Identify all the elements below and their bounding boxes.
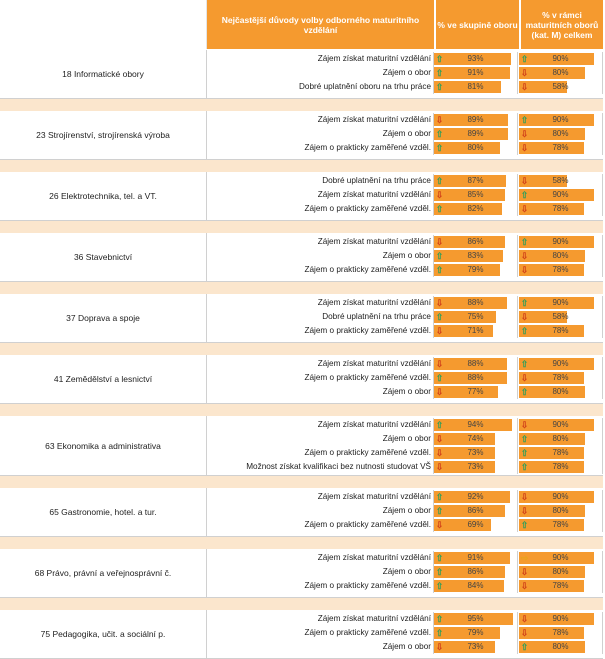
up-arrow-icon: ⇧: [435, 420, 444, 430]
header-reasons: Nejčastější důvody volby odborného maturitního vzdělání: [207, 0, 434, 49]
percent-value: 80%: [552, 129, 569, 138]
table-row: [207, 310, 603, 324]
group-percent-cell: [434, 66, 518, 80]
reason-label: Zájem o prakticky zaměřené vzděl.: [207, 324, 434, 338]
down-arrow-icon: ⇩: [520, 204, 529, 214]
group-separator: [0, 404, 603, 416]
down-arrow-icon: ⇩: [520, 129, 529, 139]
down-arrow-icon: ⇩: [520, 82, 529, 92]
down-arrow-icon: ⇩: [435, 190, 444, 200]
table-row: [207, 174, 603, 188]
overall-percent-cell: [519, 249, 603, 263]
table-row: [207, 626, 603, 640]
down-arrow-icon: ⇩: [520, 68, 529, 78]
percent-value: 82%: [467, 204, 484, 213]
up-arrow-icon: ⇧: [435, 312, 444, 322]
overall-percent-cell: [519, 518, 603, 532]
group-block: [0, 233, 603, 282]
group-percent-cell: [434, 263, 518, 277]
group-block: [0, 50, 603, 99]
reason-label: Dobré uplatnění na trhu práce: [207, 174, 434, 188]
table-row: [207, 551, 603, 565]
table-row: [207, 296, 603, 310]
up-arrow-icon: ⇧: [435, 553, 444, 563]
table-row: [207, 127, 603, 141]
percent-value: 78%: [552, 448, 569, 457]
table-row: [207, 141, 603, 155]
group-percent-cell: [434, 127, 518, 141]
table-row: [207, 504, 603, 518]
group-percent-cell: [434, 52, 518, 66]
up-arrow-icon: ⇧: [520, 359, 529, 369]
reason-label: Zájem získat maturitní vzdělání: [207, 551, 434, 565]
group-percent-cell: [434, 579, 518, 593]
down-arrow-icon: ⇩: [435, 642, 444, 652]
up-arrow-icon: ⇧: [435, 143, 444, 153]
field-name: 36 Stavebnictví: [0, 233, 207, 281]
percent-value: 90%: [552, 54, 569, 63]
percent-value: 85%: [467, 190, 484, 199]
percent-value: 87%: [467, 176, 484, 185]
percent-value: 78%: [552, 143, 569, 152]
down-arrow-icon: ⇩: [520, 614, 529, 624]
percent-value: 93%: [467, 54, 484, 63]
group-percent-cell: [434, 141, 518, 155]
table-row: [207, 418, 603, 432]
table-row: [207, 640, 603, 654]
up-arrow-icon: ⇧: [435, 129, 444, 139]
percent-value: 78%: [552, 265, 569, 274]
overall-percent-cell: [519, 490, 603, 504]
up-arrow-icon: ⇧: [435, 628, 444, 638]
overall-percent-cell: [519, 113, 603, 127]
down-arrow-icon: ⇩: [520, 265, 529, 275]
percent-value: 88%: [467, 298, 484, 307]
group-block: [0, 416, 603, 476]
down-arrow-icon: ⇩: [435, 387, 444, 397]
reason-label: Zájem o obor: [207, 640, 434, 654]
overall-percent-cell: [519, 235, 603, 249]
group-percent-cell: [434, 518, 518, 532]
percent-value: 92%: [467, 492, 484, 501]
up-arrow-icon: ⇧: [435, 373, 444, 383]
reason-label: Zájem o prakticky zaměřené vzděl.: [207, 626, 434, 640]
up-arrow-icon: ⇧: [435, 54, 444, 64]
table-row: [207, 518, 603, 532]
group-percent-cell: [434, 202, 518, 216]
percent-value: 90%: [552, 614, 569, 623]
percent-value: 73%: [467, 448, 484, 457]
down-arrow-icon: ⇩: [520, 373, 529, 383]
group-block: [0, 488, 603, 537]
up-arrow-icon: ⇧: [520, 434, 529, 444]
up-arrow-icon: ⇧: [520, 326, 529, 336]
group-separator: [0, 99, 603, 111]
group-percent-cell: [434, 490, 518, 504]
overall-percent-cell: [519, 612, 603, 626]
group-percent-cell: [434, 432, 518, 446]
overall-percent-cell: [519, 460, 603, 474]
group-separator: [0, 598, 603, 610]
table-row: [207, 371, 603, 385]
down-arrow-icon: ⇩: [520, 143, 529, 153]
down-arrow-icon: ⇩: [520, 251, 529, 261]
header-blank-cell: [0, 0, 207, 49]
overall-percent-cell: [519, 296, 603, 310]
table-row: [207, 432, 603, 446]
group-percent-cell: [434, 626, 518, 640]
group-separator: [0, 160, 603, 172]
table-row: [207, 579, 603, 593]
percent-value: 80%: [552, 68, 569, 77]
reason-label: Možnost získat kvalifikaci bez nutnosti studovat VŠ: [207, 460, 434, 474]
up-arrow-icon: ⇧: [435, 82, 444, 92]
up-arrow-icon: ⇧: [435, 176, 444, 186]
reason-label: Zájem o obor: [207, 66, 434, 80]
down-arrow-icon: ⇩: [520, 312, 529, 322]
up-arrow-icon: ⇧: [520, 642, 529, 652]
table-row: [207, 263, 603, 277]
group-percent-cell: [434, 249, 518, 263]
percent-value: 80%: [552, 642, 569, 651]
group-separator: [0, 282, 603, 294]
percent-value: 88%: [467, 373, 484, 382]
percent-value: 69%: [467, 520, 484, 529]
overall-percent-cell: [519, 127, 603, 141]
reason-label: Dobré uplatnění na trhu práce: [207, 310, 434, 324]
group-percent-cell: [434, 551, 518, 565]
table-row: [207, 565, 603, 579]
group-separator: [0, 537, 603, 549]
reason-label: Zájem získat maturitní vzdělání: [207, 52, 434, 66]
up-arrow-icon: ⇧: [435, 506, 444, 516]
percent-value: 90%: [552, 237, 569, 246]
overall-percent-cell: [519, 446, 603, 460]
down-arrow-icon: ⇩: [520, 506, 529, 516]
down-arrow-icon: ⇩: [520, 492, 529, 502]
group-percent-cell: [434, 310, 518, 324]
percent-value: 71%: [467, 326, 484, 335]
up-arrow-icon: ⇧: [435, 567, 444, 577]
field-name: 18 Informatické obory: [0, 50, 207, 98]
overall-percent-cell: [519, 357, 603, 371]
overall-percent-cell: [519, 310, 603, 324]
down-arrow-icon: ⇩: [520, 420, 529, 430]
percent-value: 80%: [552, 434, 569, 443]
up-arrow-icon: ⇧: [520, 298, 529, 308]
percent-value: 58%: [552, 82, 569, 91]
up-arrow-icon: ⇧: [520, 448, 529, 458]
down-arrow-icon: ⇩: [435, 434, 444, 444]
percent-value: 90%: [552, 359, 569, 368]
group-percent-cell: [434, 235, 518, 249]
up-arrow-icon: ⇧: [435, 265, 444, 275]
table-row: [207, 460, 603, 474]
overall-percent-cell: [519, 202, 603, 216]
group-percent-cell: [434, 385, 518, 399]
reason-label: Zájem o prakticky zaměřené vzděl.: [207, 202, 434, 216]
table-row: [207, 612, 603, 626]
reason-label: Zájem získat maturitní vzdělání: [207, 418, 434, 432]
up-arrow-icon: ⇧: [520, 115, 529, 125]
down-arrow-icon: ⇩: [520, 581, 529, 591]
group-block: [0, 549, 603, 598]
percent-value: 90%: [552, 553, 569, 562]
group-block: [0, 294, 603, 343]
overall-percent-cell: [519, 432, 603, 446]
group-block: [0, 172, 603, 221]
table-row: [207, 324, 603, 338]
table-row: [207, 52, 603, 66]
group-separator: [0, 476, 603, 488]
group-percent-cell: [434, 612, 518, 626]
percent-value: 80%: [552, 567, 569, 576]
reason-label: Zájem získat maturitní vzdělání: [207, 612, 434, 626]
reason-label: Zájem o prakticky zaměřené vzděl.: [207, 141, 434, 155]
group-percent-cell: [434, 357, 518, 371]
percent-value: 74%: [467, 434, 484, 443]
field-name: 37 Doprava a spoje: [0, 294, 207, 342]
percent-value: 58%: [552, 312, 569, 321]
percent-value: 86%: [467, 506, 484, 515]
percent-value: 78%: [552, 520, 569, 529]
percent-value: 86%: [467, 237, 484, 246]
down-arrow-icon: ⇩: [435, 115, 444, 125]
header-overall-percent: % v rámci maturitních oborů (kat. M) celkem: [520, 0, 603, 49]
field-name: 41 Zemědělství a lesnictví: [0, 355, 207, 403]
percent-value: 89%: [467, 115, 484, 124]
percent-value: 90%: [552, 420, 569, 429]
reason-label: Zájem o prakticky zaměřené vzděl.: [207, 263, 434, 277]
reason-label: Zájem o obor: [207, 249, 434, 263]
field-name: 68 Právo, právní a veřejnosprávní č.: [0, 549, 207, 597]
field-name: 23 Strojírenství, strojírenská výroba: [0, 111, 207, 159]
percent-value: 90%: [552, 298, 569, 307]
overall-percent-cell: [519, 174, 603, 188]
group-percent-cell: [434, 418, 518, 432]
field-name: 75 Pedagogika, učit. a sociální p.: [0, 610, 207, 658]
down-arrow-icon: ⇩: [435, 448, 444, 458]
group-percent-cell: [434, 460, 518, 474]
reason-label: Zájem o prakticky zaměřené vzděl.: [207, 371, 434, 385]
overall-percent-cell: [519, 385, 603, 399]
reason-label: Zájem získat maturitní vzdělání: [207, 296, 434, 310]
down-arrow-icon: ⇩: [435, 298, 444, 308]
group-percent-cell: [434, 174, 518, 188]
group-separator: [0, 221, 603, 233]
overall-percent-cell: [519, 565, 603, 579]
reason-label: Zájem získat maturitní vzdělání: [207, 188, 434, 202]
reason-label: Zájem získat maturitní vzdělání: [207, 357, 434, 371]
header-group-percent: % ve skupině oboru: [435, 0, 519, 49]
group-percent-cell: [434, 324, 518, 338]
percent-value: 78%: [552, 326, 569, 335]
group-block: [0, 111, 603, 160]
percent-value: 94%: [467, 420, 484, 429]
overall-percent-cell: [519, 504, 603, 518]
group-percent-cell: [434, 504, 518, 518]
overall-percent-cell: [519, 371, 603, 385]
down-arrow-icon: ⇩: [520, 567, 529, 577]
reason-label: Zájem o obor: [207, 504, 434, 518]
overall-percent-cell: [519, 626, 603, 640]
percent-value: 80%: [552, 251, 569, 260]
reason-label: Zájem získat maturitní vzdělání: [207, 235, 434, 249]
up-arrow-icon: ⇧: [435, 581, 444, 591]
down-arrow-icon: ⇩: [435, 326, 444, 336]
reason-label: Zájem o prakticky zaměřené vzděl.: [207, 518, 434, 532]
percent-value: 80%: [467, 143, 484, 152]
reason-label: Zájem o prakticky zaměřené vzděl.: [207, 446, 434, 460]
group-percent-cell: [434, 188, 518, 202]
up-arrow-icon: ⇧: [435, 68, 444, 78]
reason-label: Zájem získat maturitní vzdělání: [207, 490, 434, 504]
percent-value: 81%: [467, 82, 484, 91]
group-percent-cell: [434, 640, 518, 654]
side-arrow-icon: ⇨: [520, 553, 529, 563]
down-arrow-icon: ⇩: [435, 359, 444, 369]
percent-value: 80%: [552, 387, 569, 396]
group-percent-cell: [434, 113, 518, 127]
percent-value: 90%: [552, 115, 569, 124]
reason-label: Dobré uplatnění oboru na trhu práce: [207, 80, 434, 94]
down-arrow-icon: ⇩: [435, 237, 444, 247]
group-percent-cell: [434, 296, 518, 310]
overall-percent-cell: [519, 551, 603, 565]
down-arrow-icon: ⇩: [520, 628, 529, 638]
overall-percent-cell: [519, 640, 603, 654]
table-row: [207, 235, 603, 249]
up-arrow-icon: ⇧: [520, 387, 529, 397]
overall-percent-cell: [519, 52, 603, 66]
group-percent-cell: [434, 80, 518, 94]
up-arrow-icon: ⇧: [520, 190, 529, 200]
percent-value: 75%: [467, 312, 484, 321]
percent-value: 86%: [467, 567, 484, 576]
percent-value: 90%: [552, 492, 569, 501]
overall-percent-cell: [519, 418, 603, 432]
percent-value: 89%: [467, 129, 484, 138]
percent-value: 73%: [467, 642, 484, 651]
up-arrow-icon: ⇧: [435, 204, 444, 214]
percent-value: 78%: [552, 204, 569, 213]
group-percent-cell: [434, 371, 518, 385]
overall-percent-cell: [519, 141, 603, 155]
down-arrow-icon: ⇩: [435, 462, 444, 472]
overall-percent-cell: [519, 579, 603, 593]
reason-label: Zájem o obor: [207, 385, 434, 399]
field-name: 63 Ekonomika a administrativa: [0, 416, 207, 475]
percent-value: 95%: [467, 614, 484, 623]
up-arrow-icon: ⇧: [520, 54, 529, 64]
table-row: [207, 202, 603, 216]
table-row: [207, 66, 603, 80]
table-row: [207, 490, 603, 504]
group-percent-cell: [434, 446, 518, 460]
percent-value: 79%: [467, 628, 484, 637]
overall-percent-cell: [519, 324, 603, 338]
reason-label: Zájem o obor: [207, 432, 434, 446]
percent-value: 90%: [552, 190, 569, 199]
table-row: [207, 446, 603, 460]
up-arrow-icon: ⇧: [520, 462, 529, 472]
group-separator: [0, 343, 603, 355]
reason-label: Zájem o prakticky zaměřené vzděl.: [207, 579, 434, 593]
up-arrow-icon: ⇧: [520, 520, 529, 530]
table-row: [207, 385, 603, 399]
percent-value: 88%: [467, 359, 484, 368]
up-arrow-icon: ⇧: [435, 614, 444, 624]
table-row: [207, 80, 603, 94]
field-name: 26 Elektrotechnika, tel. a VT.: [0, 172, 207, 220]
percent-value: 91%: [467, 68, 484, 77]
up-arrow-icon: ⇧: [435, 251, 444, 261]
reason-label: Zájem o obor: [207, 127, 434, 141]
percent-value: 91%: [467, 553, 484, 562]
overall-percent-cell: [519, 80, 603, 94]
table-row: [207, 113, 603, 127]
down-arrow-icon: ⇩: [435, 520, 444, 530]
table-row: [207, 249, 603, 263]
table-row: [207, 188, 603, 202]
reason-label: Zájem získat maturitní vzdělání: [207, 113, 434, 127]
percent-value: 58%: [552, 176, 569, 185]
percent-value: 73%: [467, 462, 484, 471]
percent-value: 80%: [552, 506, 569, 515]
up-arrow-icon: ⇧: [520, 237, 529, 247]
overall-percent-cell: [519, 188, 603, 202]
percent-value: 78%: [552, 628, 569, 637]
down-arrow-icon: ⇩: [520, 176, 529, 186]
percent-value: 83%: [467, 251, 484, 260]
up-arrow-icon: ⇧: [435, 492, 444, 502]
percent-value: 79%: [467, 265, 484, 274]
percent-value: 77%: [467, 387, 484, 396]
field-name: 65 Gastronomie, hotel. a tur.: [0, 488, 207, 536]
percent-value: 78%: [552, 581, 569, 590]
group-percent-cell: [434, 565, 518, 579]
group-block: [0, 355, 603, 404]
percent-value: 78%: [552, 462, 569, 471]
percent-value: 84%: [467, 581, 484, 590]
table-row: [207, 357, 603, 371]
percent-value: 78%: [552, 373, 569, 382]
overall-percent-cell: [519, 66, 603, 80]
reason-label: Zájem o obor: [207, 565, 434, 579]
overall-percent-cell: [519, 263, 603, 277]
